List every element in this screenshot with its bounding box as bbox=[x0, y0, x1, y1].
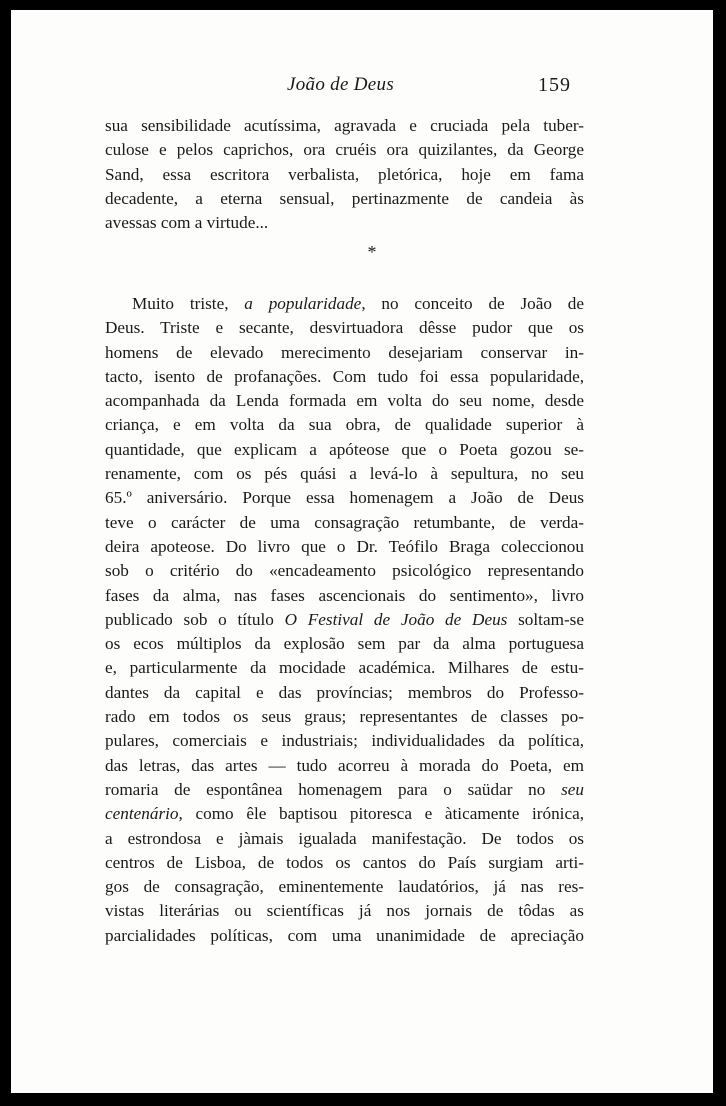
text-line: acompanhada da Lenda formada em volta do seu nome, desde bbox=[105, 391, 584, 411]
text-run: soltam-se bbox=[507, 609, 584, 629]
text-line bbox=[105, 778, 584, 802]
text-line: fases da alma, nas fases ascencionais do sentimento», livro bbox=[105, 585, 584, 605]
running-head bbox=[11, 74, 713, 104]
text-line: vistas literárias ou scientíficas já nos jornais de tôdas as bbox=[105, 901, 584, 921]
text-line: sua sensibilidade acutíssima, agravada e cruciada pela tuber- bbox=[105, 116, 584, 135]
text-line: e, particularmente da mocidade académica. Milhares de estu- bbox=[105, 658, 584, 678]
text-line bbox=[105, 292, 584, 316]
text-line: gos de consagração, eminentemente laudatórios, já nas res- bbox=[105, 877, 584, 897]
text-run: Muito triste, bbox=[132, 294, 245, 313]
running-head-title: João de Deus bbox=[287, 74, 395, 95]
text-line: Sand, essa escritora verbalista, pletórica, hoje em fama bbox=[105, 164, 584, 184]
text-line: dantes da capital e das províncias; membros do Professo- bbox=[105, 682, 584, 702]
text-line: avessas com a virtude... bbox=[105, 213, 269, 233]
text-run: romaria de espontânea homenagem para o saüdar no bbox=[105, 779, 562, 799]
page-number: 159 bbox=[538, 74, 571, 96]
text-line: criança, e em volta da sua obra, de qualidade superior à bbox=[105, 415, 584, 435]
text-line: renamente, com os pés quási a levá-lo à sepultura, no seu bbox=[105, 464, 584, 484]
book-page bbox=[11, 10, 713, 1093]
text-line: deira apoteose. Do livro que o Dr. Teófilo Braga coleccionou bbox=[105, 536, 584, 556]
text-line: homens de elevado merecimento desejariam conservar in- bbox=[105, 342, 584, 362]
paragraph-1 bbox=[105, 114, 584, 235]
text-run: publicado sob o título bbox=[105, 609, 285, 629]
italic-run: a popularidade, bbox=[244, 294, 366, 313]
italic-run: centenário, bbox=[105, 804, 183, 824]
text-line: parcialidades políticas, com uma unanimidade de apreciação bbox=[105, 925, 584, 945]
section-separator: * bbox=[367, 242, 377, 262]
text-line: 65.º aniversário. Porque essa homenagem a João de Deus bbox=[105, 488, 584, 508]
text-line bbox=[105, 802, 584, 826]
text-line: centros de Lisboa, de todos os cantos do País surgiam arti- bbox=[105, 852, 584, 872]
text-line: a estrondosa e jàmais igualada manifestação. De todos os bbox=[105, 828, 584, 848]
text-line: das letras, das artes — tudo acorreu à morada do Poeta, em bbox=[105, 755, 584, 775]
text-line: sob o critério do «encadeamento psicológico representando bbox=[105, 561, 584, 581]
paragraph-2 bbox=[105, 292, 584, 948]
text-line bbox=[105, 608, 584, 632]
text-line: rado em todos os seus graus; representantes de classes po- bbox=[105, 707, 584, 727]
text-line: os ecos múltiplos da explosão sem par da alma portuguesa bbox=[105, 634, 584, 654]
text-line: decadente, a eterna sensual, pertinazmente de candeia às bbox=[105, 188, 584, 208]
text-run: no conceito de João de bbox=[365, 294, 585, 313]
text-line: culose e pelos caprichos, ora cruéis ora quizilantes, da George bbox=[105, 140, 584, 160]
italic-run: seu bbox=[561, 779, 584, 799]
text-line: pulares, comerciais e industriais; individualidades da política, bbox=[105, 731, 584, 751]
text-line: Deus. Triste e secante, desvirtuadora dêsse pudor que os bbox=[105, 318, 584, 338]
text-line: tacto, isento de profanações. Com tudo foi essa popularidade, bbox=[105, 366, 584, 386]
text-line: quantidade, que explicam a apóteose que o Poeta gozou se- bbox=[105, 439, 584, 459]
text-line: teve o carácter de uma consagração retumbante, de verda- bbox=[105, 512, 584, 532]
italic-run: O Festival de João de Deus bbox=[284, 609, 508, 629]
text-run: como êle baptisou pitoresca e àticamente irónica, bbox=[182, 804, 584, 824]
